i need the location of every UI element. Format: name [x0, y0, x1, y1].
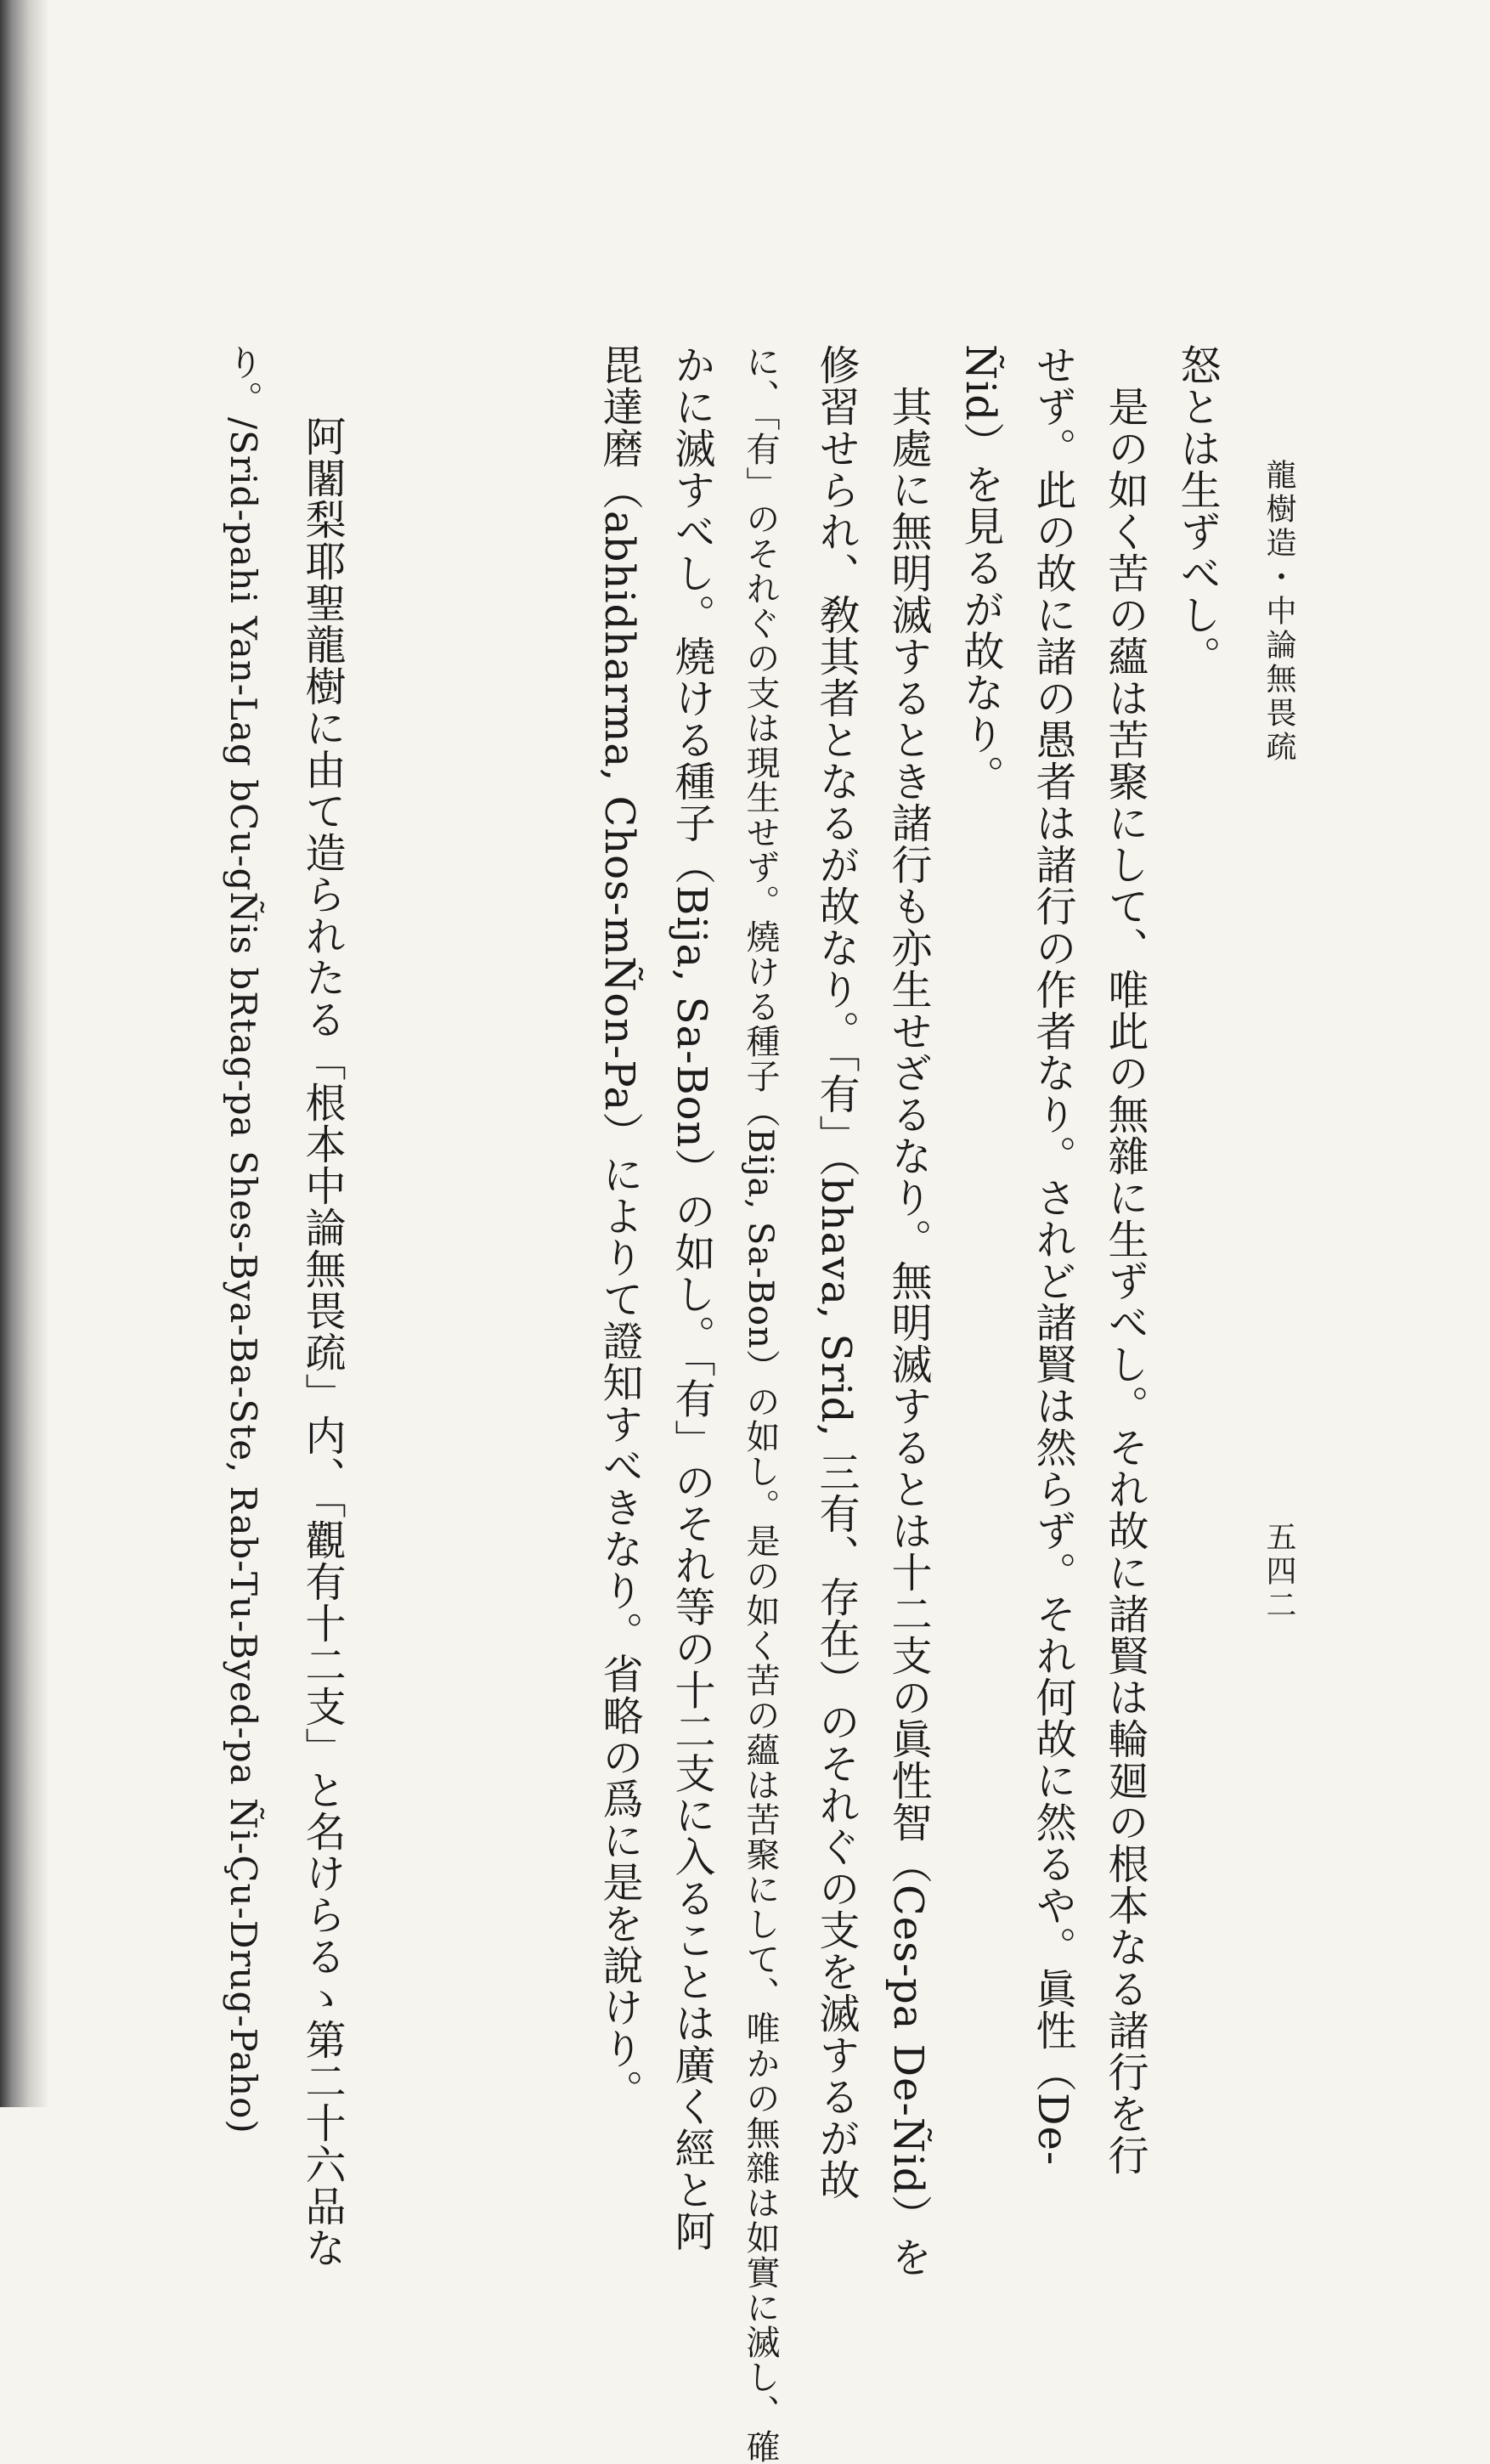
text-line-6: 修習せられ、敎其者となるが故なり。「有」（bhava, Srid, 三有、存在）のそれぐの支を滅するが故 [812, 344, 860, 2201]
text-line-3: せず。此の故に諸の愚者は諸行の作者なり。されど諸賢は然らず。それ何故に然るや。眞性（De- [1029, 344, 1076, 2167]
text-line-8: かに滅すべし。燒ける種子（Bija, Sa-Bon）の如し。「有」のそれ等の十二支に入ることは廣く經と阿 [668, 344, 715, 2252]
text-line-5: 其處に無明滅するとき諸行も亦生せざるなり。無明滅するとは十二支の眞性智（Ces-pa De-Ñid）を [884, 344, 932, 2278]
text-line-4: Ñid）を見るが故なり。 [957, 344, 1004, 797]
text-line-7: に、「有」のそれぐの支は現生せず。燒ける種子（Bija, Sa-Bon）の如し。是の如く苦の蘊は苦聚にして、唯かの無雜は如實に滅し、確 [741, 344, 780, 2464]
page-number: 五四二 [1261, 1521, 1296, 1623]
text-line-11: り。/Srid-pahi Yan-Lag bCu-gÑis bRtag-pa Shes-Bya-Ba-Ste, Rab-Tu-Byed-pa Ñi-Çu-Drug-Paho) [223, 344, 264, 2134]
text-line-2: 是の如く苦の蘊は苦聚にして、唯此の無雜に生ずべし。それ故に諸賢は輪廻の根本なる諸行を行 [1101, 344, 1149, 2176]
text-line-9: 毘達磨（abhidharma, Chos-mÑon-Pa）によりて證知すべきなり。省略の爲に是を說けり。 [595, 344, 643, 2111]
running-title: 龍樹造・中論無畏疏 [1261, 459, 1296, 765]
text-line-10: 阿闍梨耶聖龍樹に由て造られたる「根本中論無畏疏」内、「觀有十二支」と名けらるゝ第二十六品な [298, 374, 346, 2269]
scan-gutter-shadow [0, 0, 49, 2107]
text-line-1: 怒とは生ずべし。 [1173, 344, 1221, 677]
